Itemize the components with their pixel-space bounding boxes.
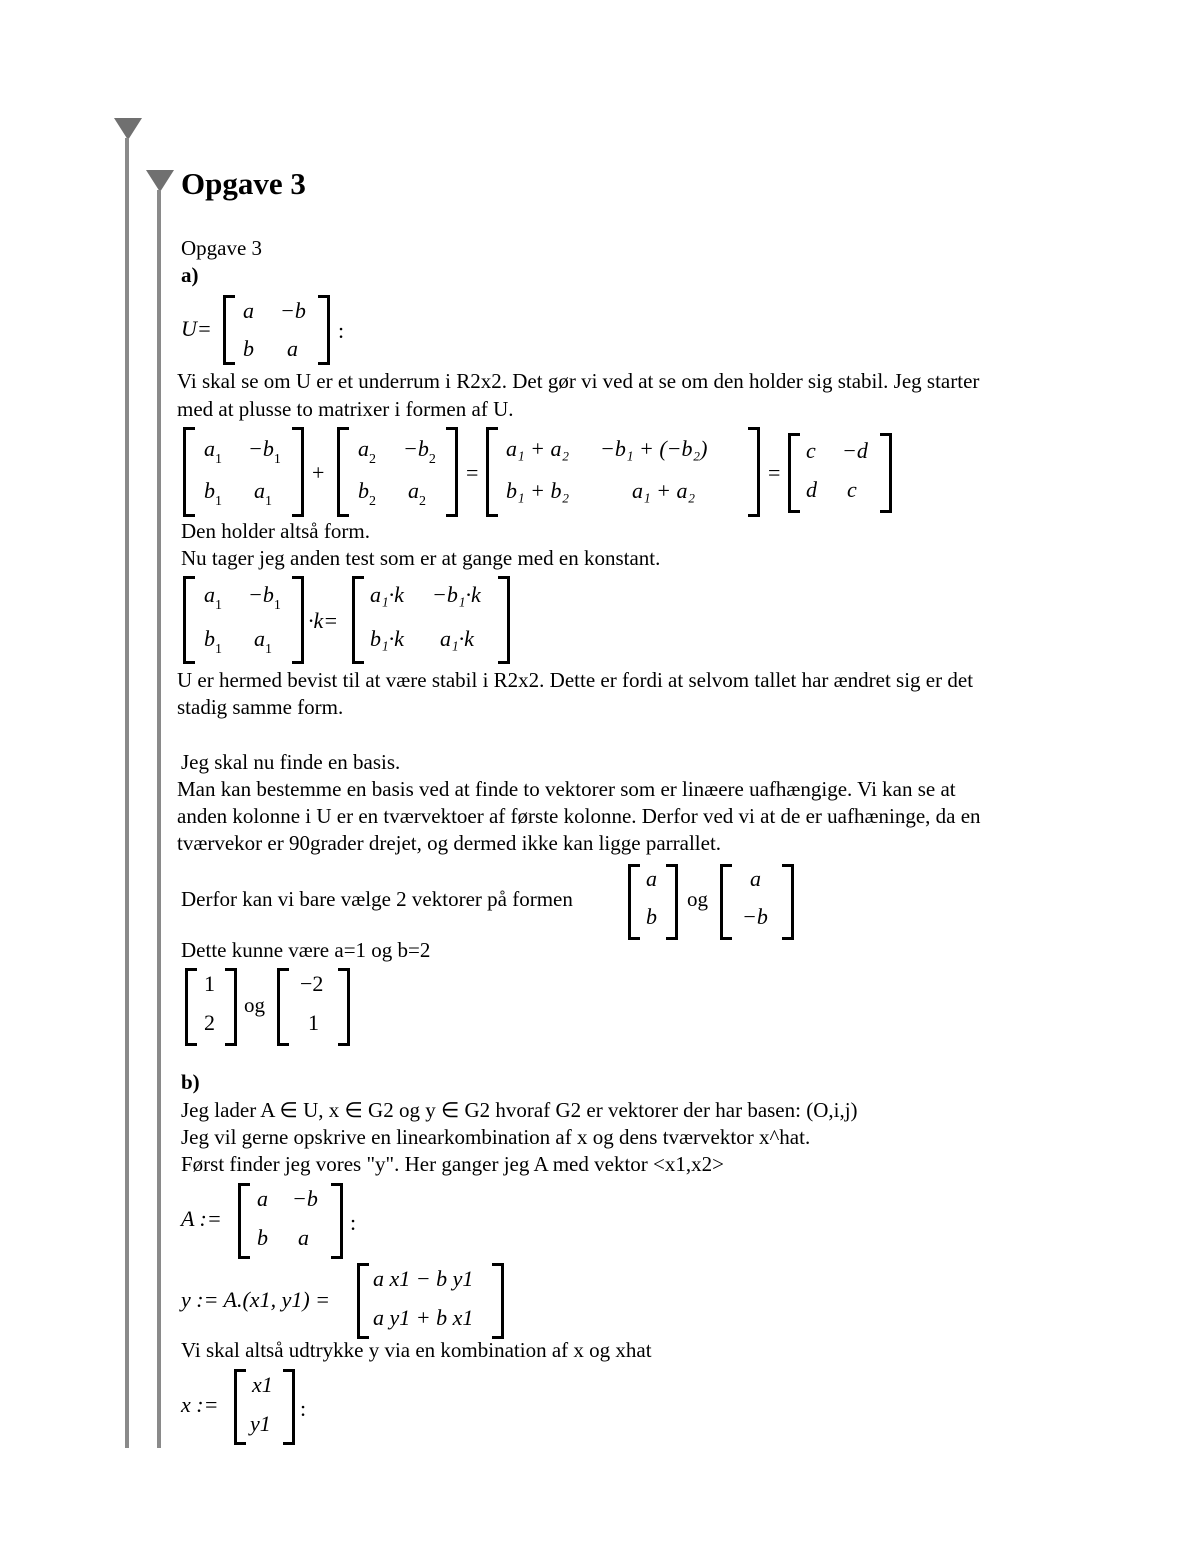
- text-line: stadig samme form.: [177, 695, 344, 719]
- cell: $b_1$: [204, 626, 222, 657]
- matrix-bracket: [666, 864, 678, 940]
- cell: 1: [204, 971, 215, 996]
- matrix-bracket: [223, 295, 235, 365]
- text-line: Den holder altså form.: [181, 519, 370, 543]
- text-line: Først finder jeg vores "y". Her ganger jeg A med vektor <x1,x2>: [181, 1152, 724, 1176]
- matrix-bracket: [628, 864, 640, 940]
- matrix-bracket: [318, 295, 330, 365]
- matrix-bracket: [352, 576, 364, 664]
- matrix-bracket: [720, 864, 732, 940]
- cell: $a_2$: [358, 436, 376, 467]
- cell: $b_2$: [358, 478, 376, 509]
- cell: −b: [280, 298, 306, 323]
- cell: b: [646, 904, 657, 929]
- cell: a y1 + b x1: [373, 1305, 474, 1330]
- cell: 2: [204, 1010, 215, 1035]
- matrix-bracket: [277, 968, 289, 1046]
- matrix-bracket: [782, 864, 794, 940]
- matrix-bracket: [183, 427, 195, 517]
- section-group-line: [157, 190, 161, 1448]
- cell: a: [287, 336, 298, 361]
- matrix-bracket: [492, 1263, 504, 1339]
- cell: −b: [742, 904, 768, 929]
- cell: b₁·k: [370, 626, 404, 651]
- collapse-outer-icon[interactable]: [114, 118, 142, 140]
- cell: −b: [292, 1186, 318, 1211]
- cell: $b_1$: [204, 478, 222, 509]
- text-line: Jeg skal nu finde en basis.: [181, 750, 401, 774]
- matrix-bracket: [234, 1369, 246, 1445]
- text-line: Derfor kan vi bare vælge 2 vektorer på formen: [181, 887, 573, 911]
- x-def: x :=: [181, 1392, 219, 1417]
- matrix-bracket: [446, 427, 458, 517]
- cell: a: [257, 1186, 268, 1211]
- matrix-bracket: [498, 576, 510, 664]
- plus: +: [312, 460, 325, 485]
- cell: $a_1$: [254, 626, 272, 657]
- cell: −b₁·k: [432, 582, 481, 607]
- og-label: og: [244, 993, 265, 1017]
- a-def: A :=: [181, 1206, 222, 1231]
- outer-group-line: [125, 138, 129, 1448]
- subtitle: Opgave 3: [181, 236, 263, 260]
- matrix-bracket: [337, 427, 349, 517]
- matrix-bracket: [880, 433, 892, 513]
- text-line: Man kan bestemme en basis ved at finde to vektorer som er linæere uafhængige. Vi kan se at: [177, 777, 956, 801]
- times-k: ·k=: [308, 608, 339, 633]
- text-line: Vi skal se om U er et underrum i R2x2. Det gør vi ved at se om den holder sig stabil. Jeg starter: [177, 369, 980, 393]
- cell: b: [243, 336, 254, 361]
- matrix-bracket: [292, 427, 304, 517]
- cell: x1: [252, 1372, 273, 1397]
- matrix-bracket: [788, 433, 800, 513]
- cell: −d: [842, 438, 868, 463]
- cell: a₁ + a₂: [506, 436, 570, 461]
- cell: a: [750, 866, 761, 891]
- matrix-bracket: [338, 968, 350, 1046]
- cell: −2: [300, 971, 324, 996]
- text-line: Jeg vil gerne opskrive en linearkombination af x og dens tværvektor x^hat.: [181, 1125, 811, 1149]
- text-line: med at plusse to matrixer i formen af U.: [177, 397, 514, 421]
- equals: =: [768, 460, 781, 485]
- text-line: U er hermed bevist til at være stabil i R2x2. Dette er fordi at selvom tallet har ændret sig er det: [177, 668, 974, 692]
- cell: $a_1$: [254, 478, 272, 509]
- part-a-label: a): [181, 263, 199, 287]
- matrix-bracket: [283, 1369, 295, 1445]
- cell: −b₁ + (−b₂): [600, 436, 708, 461]
- cell: a₁·k: [370, 582, 404, 607]
- cell: b₁ + b₂: [506, 478, 570, 503]
- cell: $-b_1$: [248, 582, 281, 613]
- cell: a₁·k: [440, 626, 474, 651]
- cell: c: [806, 438, 816, 463]
- y-def: y := A.(x1, y1) =: [181, 1287, 331, 1312]
- cell: $a_2$: [408, 478, 426, 509]
- matrix-bracket: [185, 968, 197, 1046]
- colon: :: [350, 1210, 357, 1235]
- colon: :: [338, 318, 345, 343]
- matrix-bracket: [225, 968, 237, 1046]
- cell: $-b_1$: [248, 436, 281, 467]
- text-line: tværvekor er 90grader drejet, og dermed ikke kan ligge parrallet.: [177, 831, 722, 855]
- cell: $a_1$: [204, 582, 222, 613]
- matrix-bracket: [292, 576, 304, 664]
- cell: y1: [250, 1411, 271, 1436]
- cell: $a_1$: [204, 436, 222, 467]
- text-line: Vi skal altså udtrykke y via en kombination af x og xhat: [181, 1338, 652, 1362]
- matrix-bracket: [331, 1183, 343, 1259]
- og-label: og: [687, 887, 708, 911]
- cell: a: [646, 866, 657, 891]
- colon: :: [300, 1396, 307, 1421]
- part-b-label: b): [181, 1070, 200, 1094]
- cell: a x1 − b y1: [373, 1266, 474, 1291]
- matrix-bracket: [183, 576, 195, 664]
- cell: a: [243, 298, 254, 323]
- collapse-section-icon[interactable]: [146, 170, 174, 192]
- text-line: Jeg lader A ∈ U, x ∈ G2 og y ∈ G2 hvoraf G2 er vektorer der har basen: (O,i,j): [181, 1098, 858, 1122]
- matrix-bracket: [357, 1263, 369, 1339]
- matrix-bracket: [486, 427, 498, 517]
- text-line: anden kolonne i U er en tværvektoer af første kolonne. Derfor ved vi at de er uafhæninge, da en: [177, 804, 981, 828]
- section-title: Opgave 3: [181, 166, 306, 201]
- text-line: Nu tager jeg anden test som er at gange med en konstant.: [181, 546, 661, 570]
- cell: c: [847, 477, 857, 502]
- equals: =: [466, 460, 479, 485]
- cell: a: [298, 1225, 309, 1250]
- u-lhs: U=: [181, 316, 212, 341]
- matrix-bracket: [238, 1183, 250, 1259]
- text-line: Dette kunne være a=1 og b=2: [181, 938, 431, 962]
- matrix-bracket: [748, 427, 760, 517]
- cell: b: [257, 1225, 268, 1250]
- cell: 1: [308, 1010, 319, 1035]
- cell: a₁ + a₂: [632, 478, 696, 503]
- cell: $-b_2$: [403, 436, 436, 467]
- cell: d: [806, 477, 817, 502]
